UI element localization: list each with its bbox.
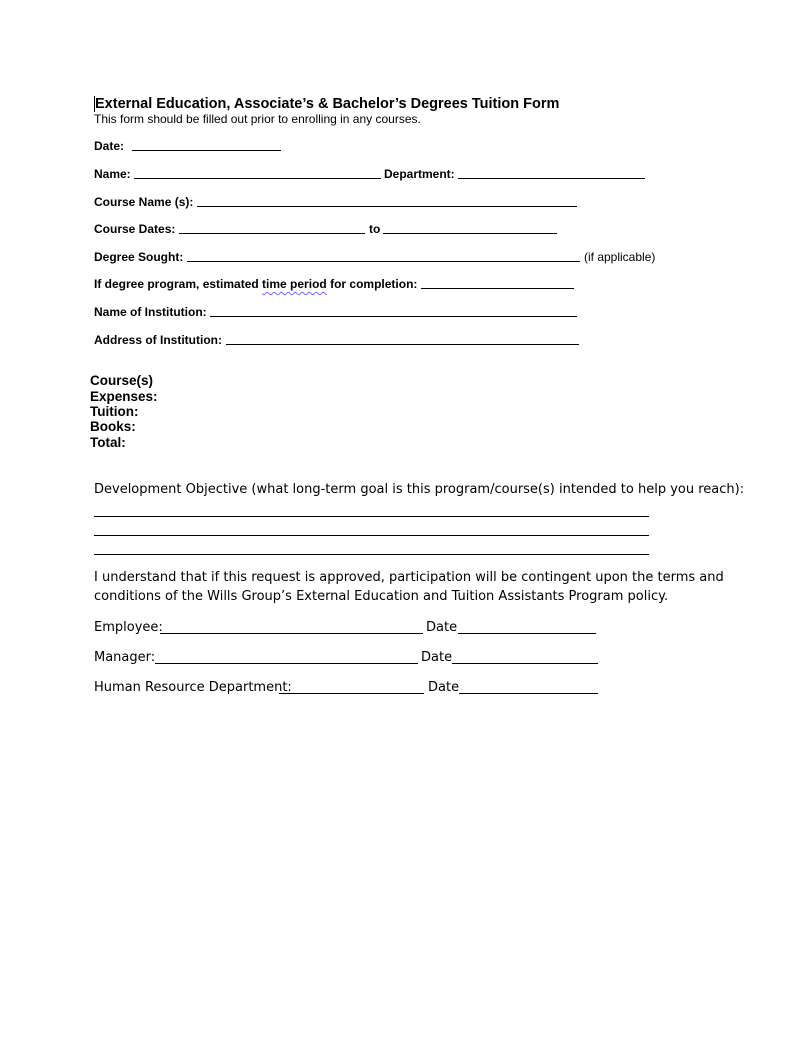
employee-label: Employee: [94, 620, 163, 635]
development-objective-label: Development Objective (what long-term goal is this program/course(s) intended to help you reach): [94, 482, 745, 497]
course-name-label: Course Name (s): [94, 195, 194, 209]
hr-date-field[interactable] [459, 693, 598, 694]
hr-signature-field[interactable] [279, 693, 424, 694]
course-name-field[interactable] [197, 206, 577, 207]
manager-date-field[interactable] [452, 663, 598, 664]
form-subtitle: This form should be filled out prior to enrolling in any courses. [94, 112, 421, 126]
degree-sought-label: Degree Sought: [94, 250, 184, 264]
manager-label: Manager: [94, 650, 156, 665]
time-period-spellcheck: time period [262, 277, 327, 291]
course-start-date-field[interactable] [179, 233, 365, 234]
objective-line-2[interactable] [94, 535, 649, 536]
books-label: Books: [90, 419, 136, 434]
employee-date-field[interactable] [458, 633, 596, 634]
time-period-label [94, 277, 417, 291]
objective-line-3[interactable] [94, 554, 649, 555]
institution-name-label: Name of Institution: [94, 305, 207, 319]
employee-date-label: Date [426, 620, 458, 635]
degree-sought-field[interactable] [187, 261, 580, 262]
time-period-label-pre: If degree program, estimated [94, 277, 263, 291]
total-label: Total: [90, 435, 126, 450]
agreement-line-1: I understand that if this request is approved, participation will be contingent upon the terms and [94, 570, 724, 585]
manager-date-label: Date [421, 650, 453, 665]
courses-label: Course(s) [90, 373, 154, 388]
manager-signature-field[interactable] [155, 663, 418, 664]
date-label: Date: [94, 139, 125, 153]
tuition-label: Tuition: [90, 404, 139, 419]
to-label: to [369, 222, 381, 236]
department-field[interactable] [458, 178, 645, 179]
name-field[interactable] [134, 178, 381, 179]
institution-name-field[interactable] [210, 316, 577, 317]
department-label: Department: [384, 167, 455, 181]
expenses-label: Expenses: [90, 389, 158, 404]
date-field[interactable] [132, 150, 281, 151]
institution-address-label: Address of Institution: [94, 333, 222, 347]
hr-date-label: Date [428, 680, 460, 695]
employee-signature-field[interactable] [160, 633, 423, 634]
name-label: Name: [94, 167, 131, 181]
agreement-line-2: conditions of the Wills Group’s External Education and Tuition Assistants Program policy. [94, 589, 669, 604]
hr-label: Human Resource Department: [94, 680, 292, 695]
time-period-field[interactable] [421, 288, 574, 289]
course-end-date-field[interactable] [383, 233, 557, 234]
form-title: External Education, Associate’s & Bachelor’s Degrees Tuition Form [95, 96, 560, 112]
objective-line-1[interactable] [94, 516, 649, 517]
if-applicable-note: (if applicable) [584, 250, 656, 264]
institution-address-field[interactable] [226, 344, 579, 345]
time-period-label-post: for completion: [326, 277, 418, 291]
course-dates-label: Course Dates: [94, 222, 176, 236]
